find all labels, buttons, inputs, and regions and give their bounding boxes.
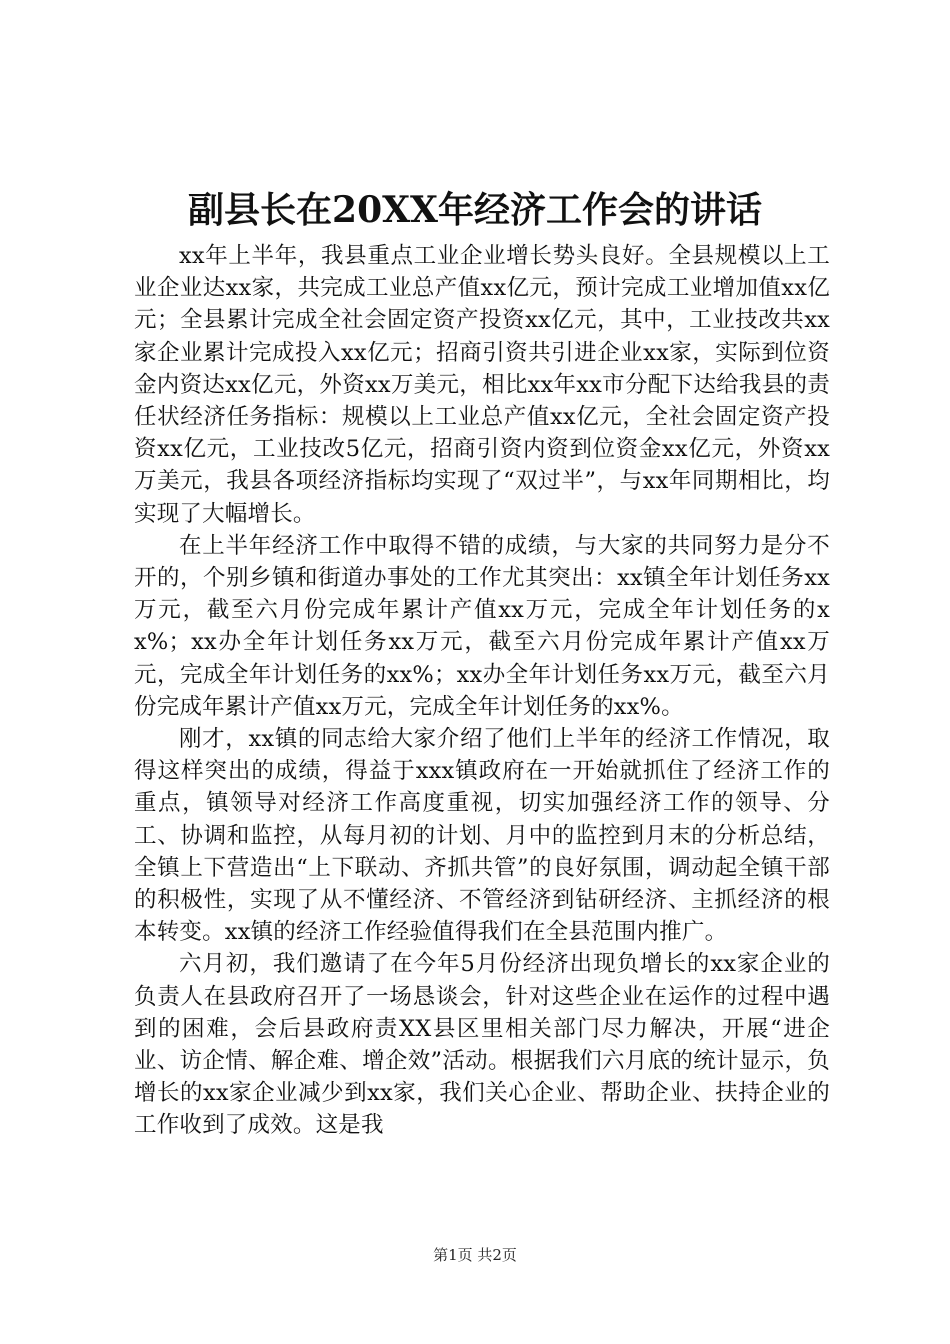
- page-number-footer: 第1页 共2页: [433, 1246, 517, 1264]
- body-paragraph: 在上半年经济工作中取得不错的成绩，与大家的共同努力是分不开的，个别乡镇和街道办事处的工作尤其突出：xx镇全年计划任务xx万元，截至六月份完成年累计产值xx万元，完成全年计划任务的xx%；xx办全年计划任务xx万元，截至六月份完成年累计产值xx万元，完成全年计划任务的xx%；xx办全年计划任务xx万元，截至六月份完成年累计产值xx万元，完成全年计划任务的xx%。: [134, 532, 830, 720]
- body-paragraph: 刚才，xx镇的同志给大家介绍了他们上半年的经济工作情况，取得这样突出的成绩，得益于xxx镇政府在一开始就抓住了经济工作的重点，镇领导对经济工作高度重视，切实加强经济工作的领导、分工、协调和监控，从每月初的计划、月中的监控到月末的分析总结，全镇上下营造出“上下联动、齐抓共管”的良好氛围，调动起全镇干部的积极性，实现了从不懂经济、不管经济到钻研经济、主抓经济的根本转变。xx镇的经济工作经验值得我们在全县范围内推广。: [134, 726, 830, 946]
- body-paragraph: 六月初，我们邀请了在今年5月份经济出现负增长的xx家企业的负责人在县政府召开了一场恳谈会，针对这些企业在运作的过程中遇到的困难，会后县政府责XX县区里相关部门尽力解决，开展“进企业、访企情、解企难、增企效”活动。根据我们六月底的统计显示，负增长的xx家企业减少到xx家，我们关心企业、帮助企业、扶持企业的工作收到了成效。这是我: [134, 951, 830, 1139]
- document-body: [134, 240, 830, 1142]
- document-title: 副县长在20XX年经济工作会的讲话: [188, 189, 762, 231]
- body-paragraph: xx年上半年，我县重点工业企业增长势头良好。全县规模以上工业企业达xx家，共完成工业总产值xx亿元，预计完成工业增加值xx亿元；全县累计完成全社会固定资产投资xx亿元，其中，工业技改共xx家企业累计完成投入xx亿元；招商引资共引进企业xx家，实际到位资金内资达xx亿元，外资xx万美元，相比xx年xx市分配下达给我县的责任状经济任务指标：规模以上工业总产值xx亿元，全社会固定资产投资xx亿元，工业技改5亿元，招商引资内资到位资金xx亿元，外资xx万美元，我县各项经济指标均实现了“双过半”，与xx年同期相比，均实现了大幅增长。: [134, 243, 830, 527]
